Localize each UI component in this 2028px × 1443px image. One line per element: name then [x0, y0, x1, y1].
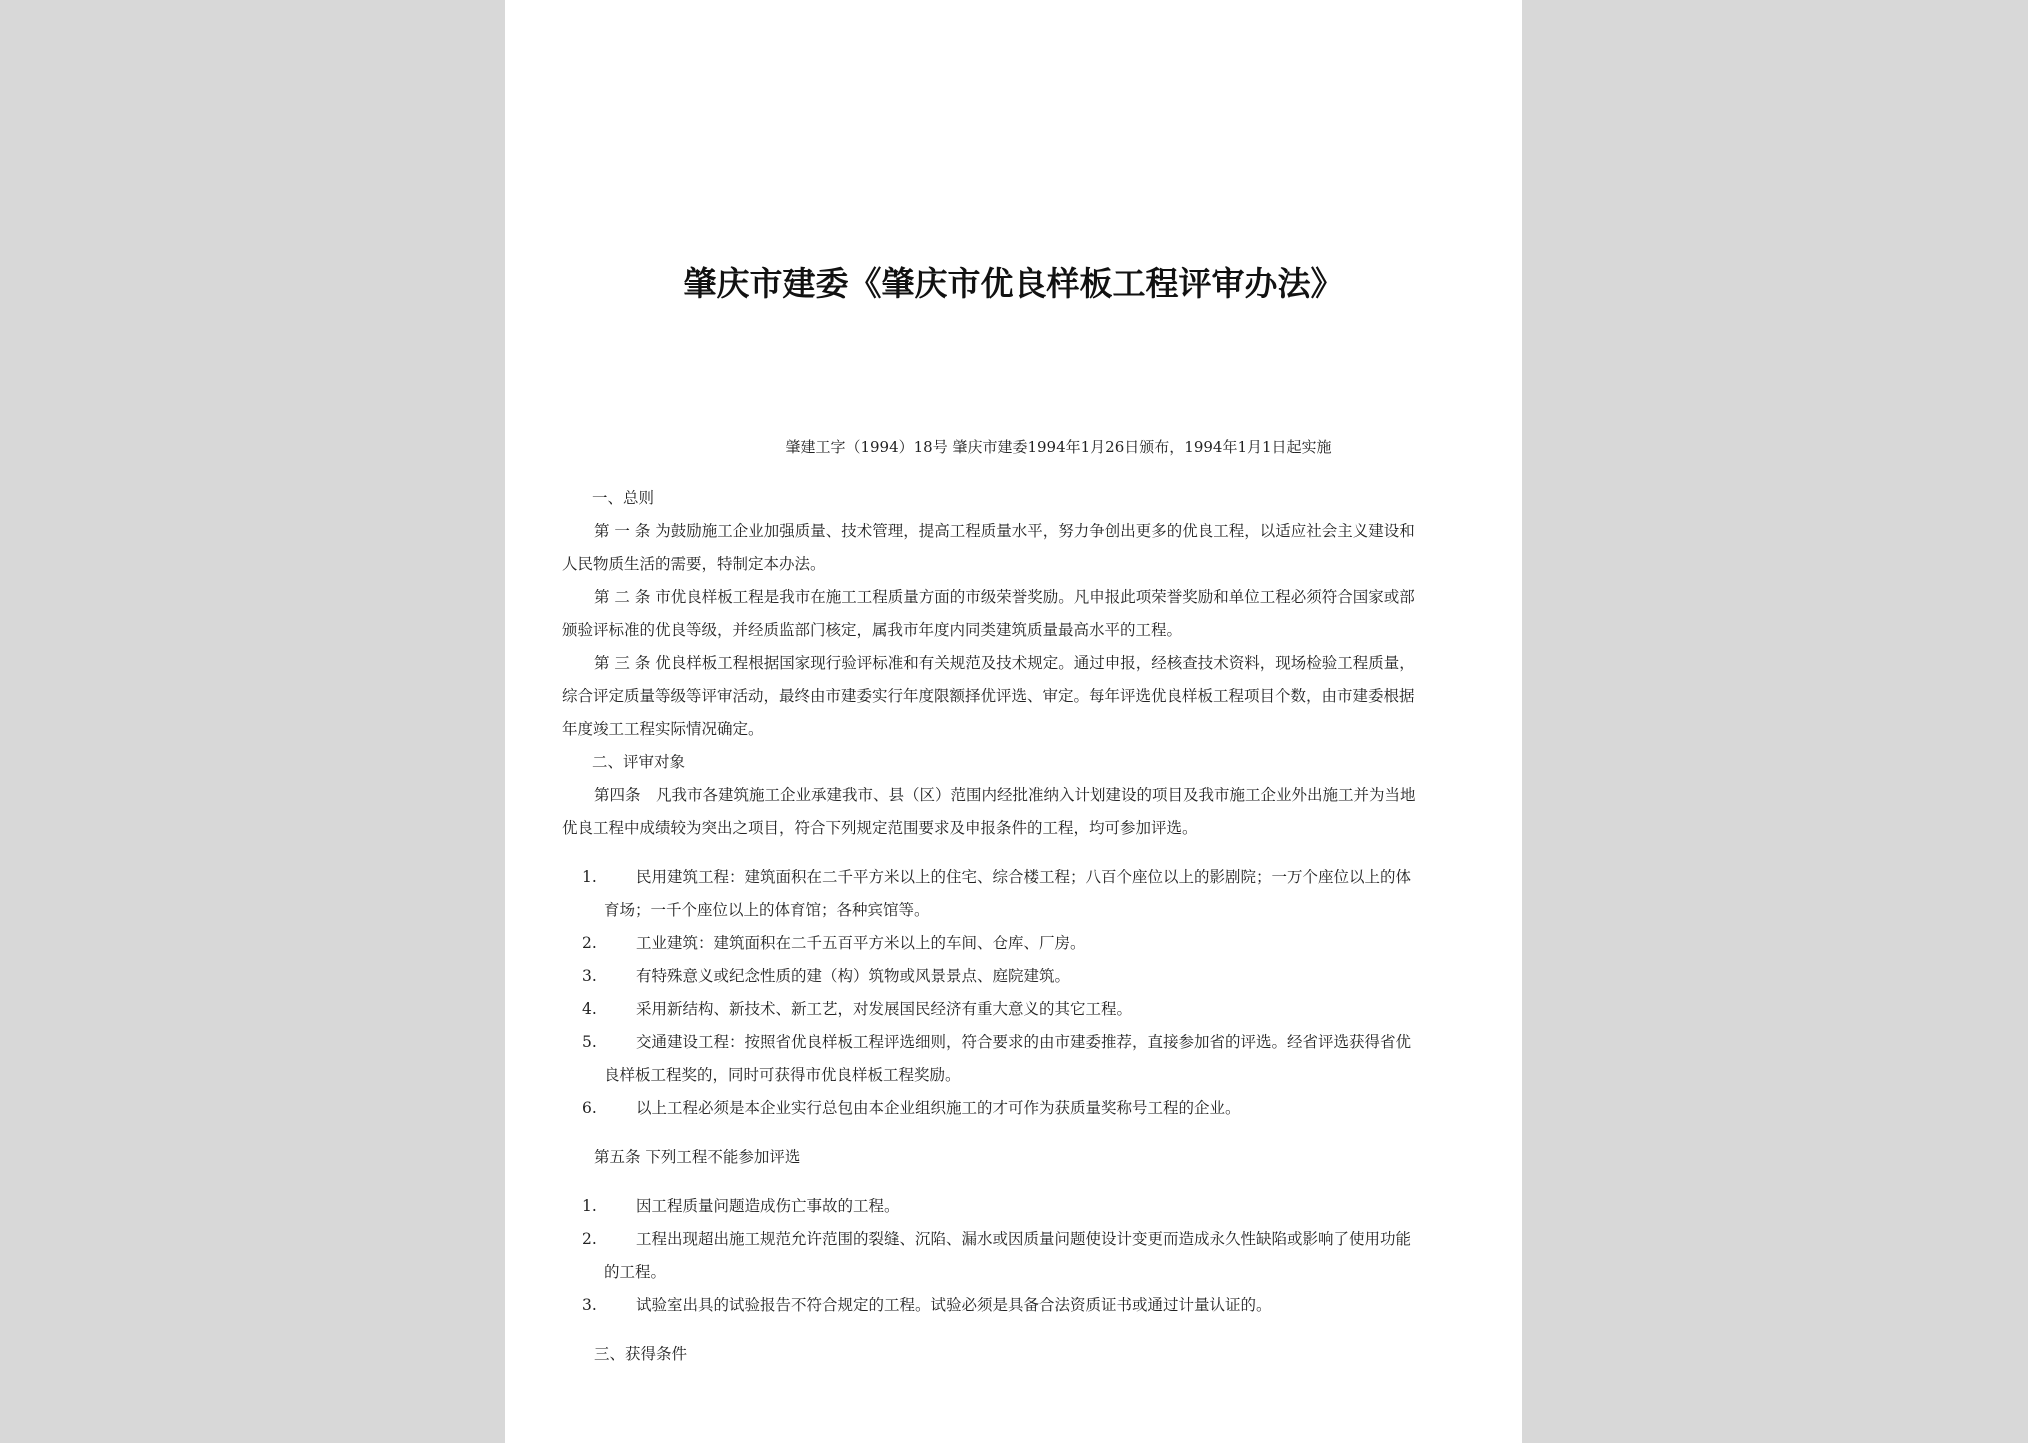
list-item-number: 1. — [582, 1197, 597, 1215]
article-4-line-1: 第四条 凡我市各建筑施工企业承建我市、县（区）范围内经批准纳入计划建设的项目及我市施工企业外出施工并为当地 — [594, 786, 1416, 804]
list-item-number: 3. — [582, 967, 597, 985]
section-heading: 二、评审对象 — [592, 753, 686, 771]
article-1-line-2: 人民物质生活的需要，特制定本办法。 — [562, 555, 826, 573]
list-item-continued: 育场；一千个座位以上的体育馆；各种宾馆等。 — [604, 901, 930, 919]
article-3-line-1: 第 三 条 优良样板工程根据国家现行验评标准和有关规范及技术规定。通过申报，经核查技术资料，现场检验工程质量， — [594, 654, 1415, 672]
list-item: 采用新结构、新技术、新工艺，对发展国民经济有重大意义的其它工程。 — [636, 1000, 1133, 1018]
article-5-heading: 第五条 下列工程不能参加评选 — [594, 1148, 801, 1166]
document-subtitle: 肇建工字（1994）18号 肇庆市建委1994年1月26日颁布，1994年1月1日起实施 — [785, 438, 1332, 456]
list-item-number: 2. — [582, 934, 597, 952]
list-item: 民用建筑工程：建筑面积在二千平方米以上的住宅、综合楼工程；八百个座位以上的影剧院；一万个座位以上的体 — [636, 868, 1412, 886]
article-2-line-2: 颁验评标准的优良等级，并经质监部门核定，属我市年度内同类建筑质量最高水平的工程。 — [562, 621, 1183, 639]
list-item-number: 4. — [582, 1000, 597, 1018]
section-heading: 一、总则 — [592, 489, 655, 507]
article-3-line-2: 综合评定质量等级等评审活动，最终由市建委实行年度限额择优评选、审定。每年评选优良样板工程项目个数，由市建委根据 — [562, 687, 1415, 705]
article-1-line-1: 第 一 条 为鼓励施工企业加强质量、技术管理，提高工程质量水平，努力争创出更多的优良工程，以适应社会主义建设和 — [594, 522, 1415, 540]
list-item: 工业建筑：建筑面积在二千五百平方米以上的车间、仓库、厂房。 — [636, 934, 1086, 952]
list-item: 工程出现超出施工规范允许范围的裂缝、沉陷、漏水或因质量问题使设计变更而造成永久性缺陷或影响了使用功能 — [636, 1230, 1412, 1248]
document-title: 肇庆市建委《肇庆市优良样板工程评审办法》 — [683, 264, 1344, 303]
list-item-number: 5. — [582, 1033, 597, 1051]
list-item: 试验室出具的试验报告不符合规定的工程。试验必须是具备合法资质证书或通过计量认证的。 — [636, 1296, 1272, 1314]
article-2-line-1: 第 二 条 市优良样板工程是我市在施工工程质量方面的市级荣誉奖励。凡申报此项荣誉奖励和单位工程必须符合国家或部 — [594, 588, 1415, 606]
section-heading: 三、获得条件 — [594, 1345, 688, 1363]
list-item-continued: 的工程。 — [604, 1263, 667, 1281]
document-page — [505, 0, 1522, 1443]
list-item: 以上工程必须是本企业实行总包由本企业组织施工的才可作为获质量奖称号工程的企业。 — [636, 1099, 1241, 1117]
list-item-number: 2. — [582, 1230, 597, 1248]
list-item-number: 3. — [582, 1296, 597, 1314]
list-item: 交通建设工程：按照省优良样板工程评选细则，符合要求的由市建委推荐，直接参加省的评选。经省评选获得省优 — [636, 1033, 1412, 1051]
list-item: 有特殊意义或纪念性质的建（构）筑物或风景景点、庭院建筑。 — [636, 967, 1071, 985]
list-item-continued: 良样板工程奖的，同时可获得市优良样板工程奖励。 — [604, 1066, 961, 1084]
list-item-number: 1. — [582, 868, 597, 886]
article-4-line-2: 优良工程中成绩较为突出之项目，符合下列规定范围要求及申报条件的工程，均可参加评选。 — [562, 819, 1198, 837]
list-item: 因工程质量问题造成伤亡事故的工程。 — [636, 1197, 900, 1215]
article-3-line-3: 年度竣工工程实际情况确定。 — [562, 720, 764, 738]
list-item-number: 6. — [582, 1099, 597, 1117]
